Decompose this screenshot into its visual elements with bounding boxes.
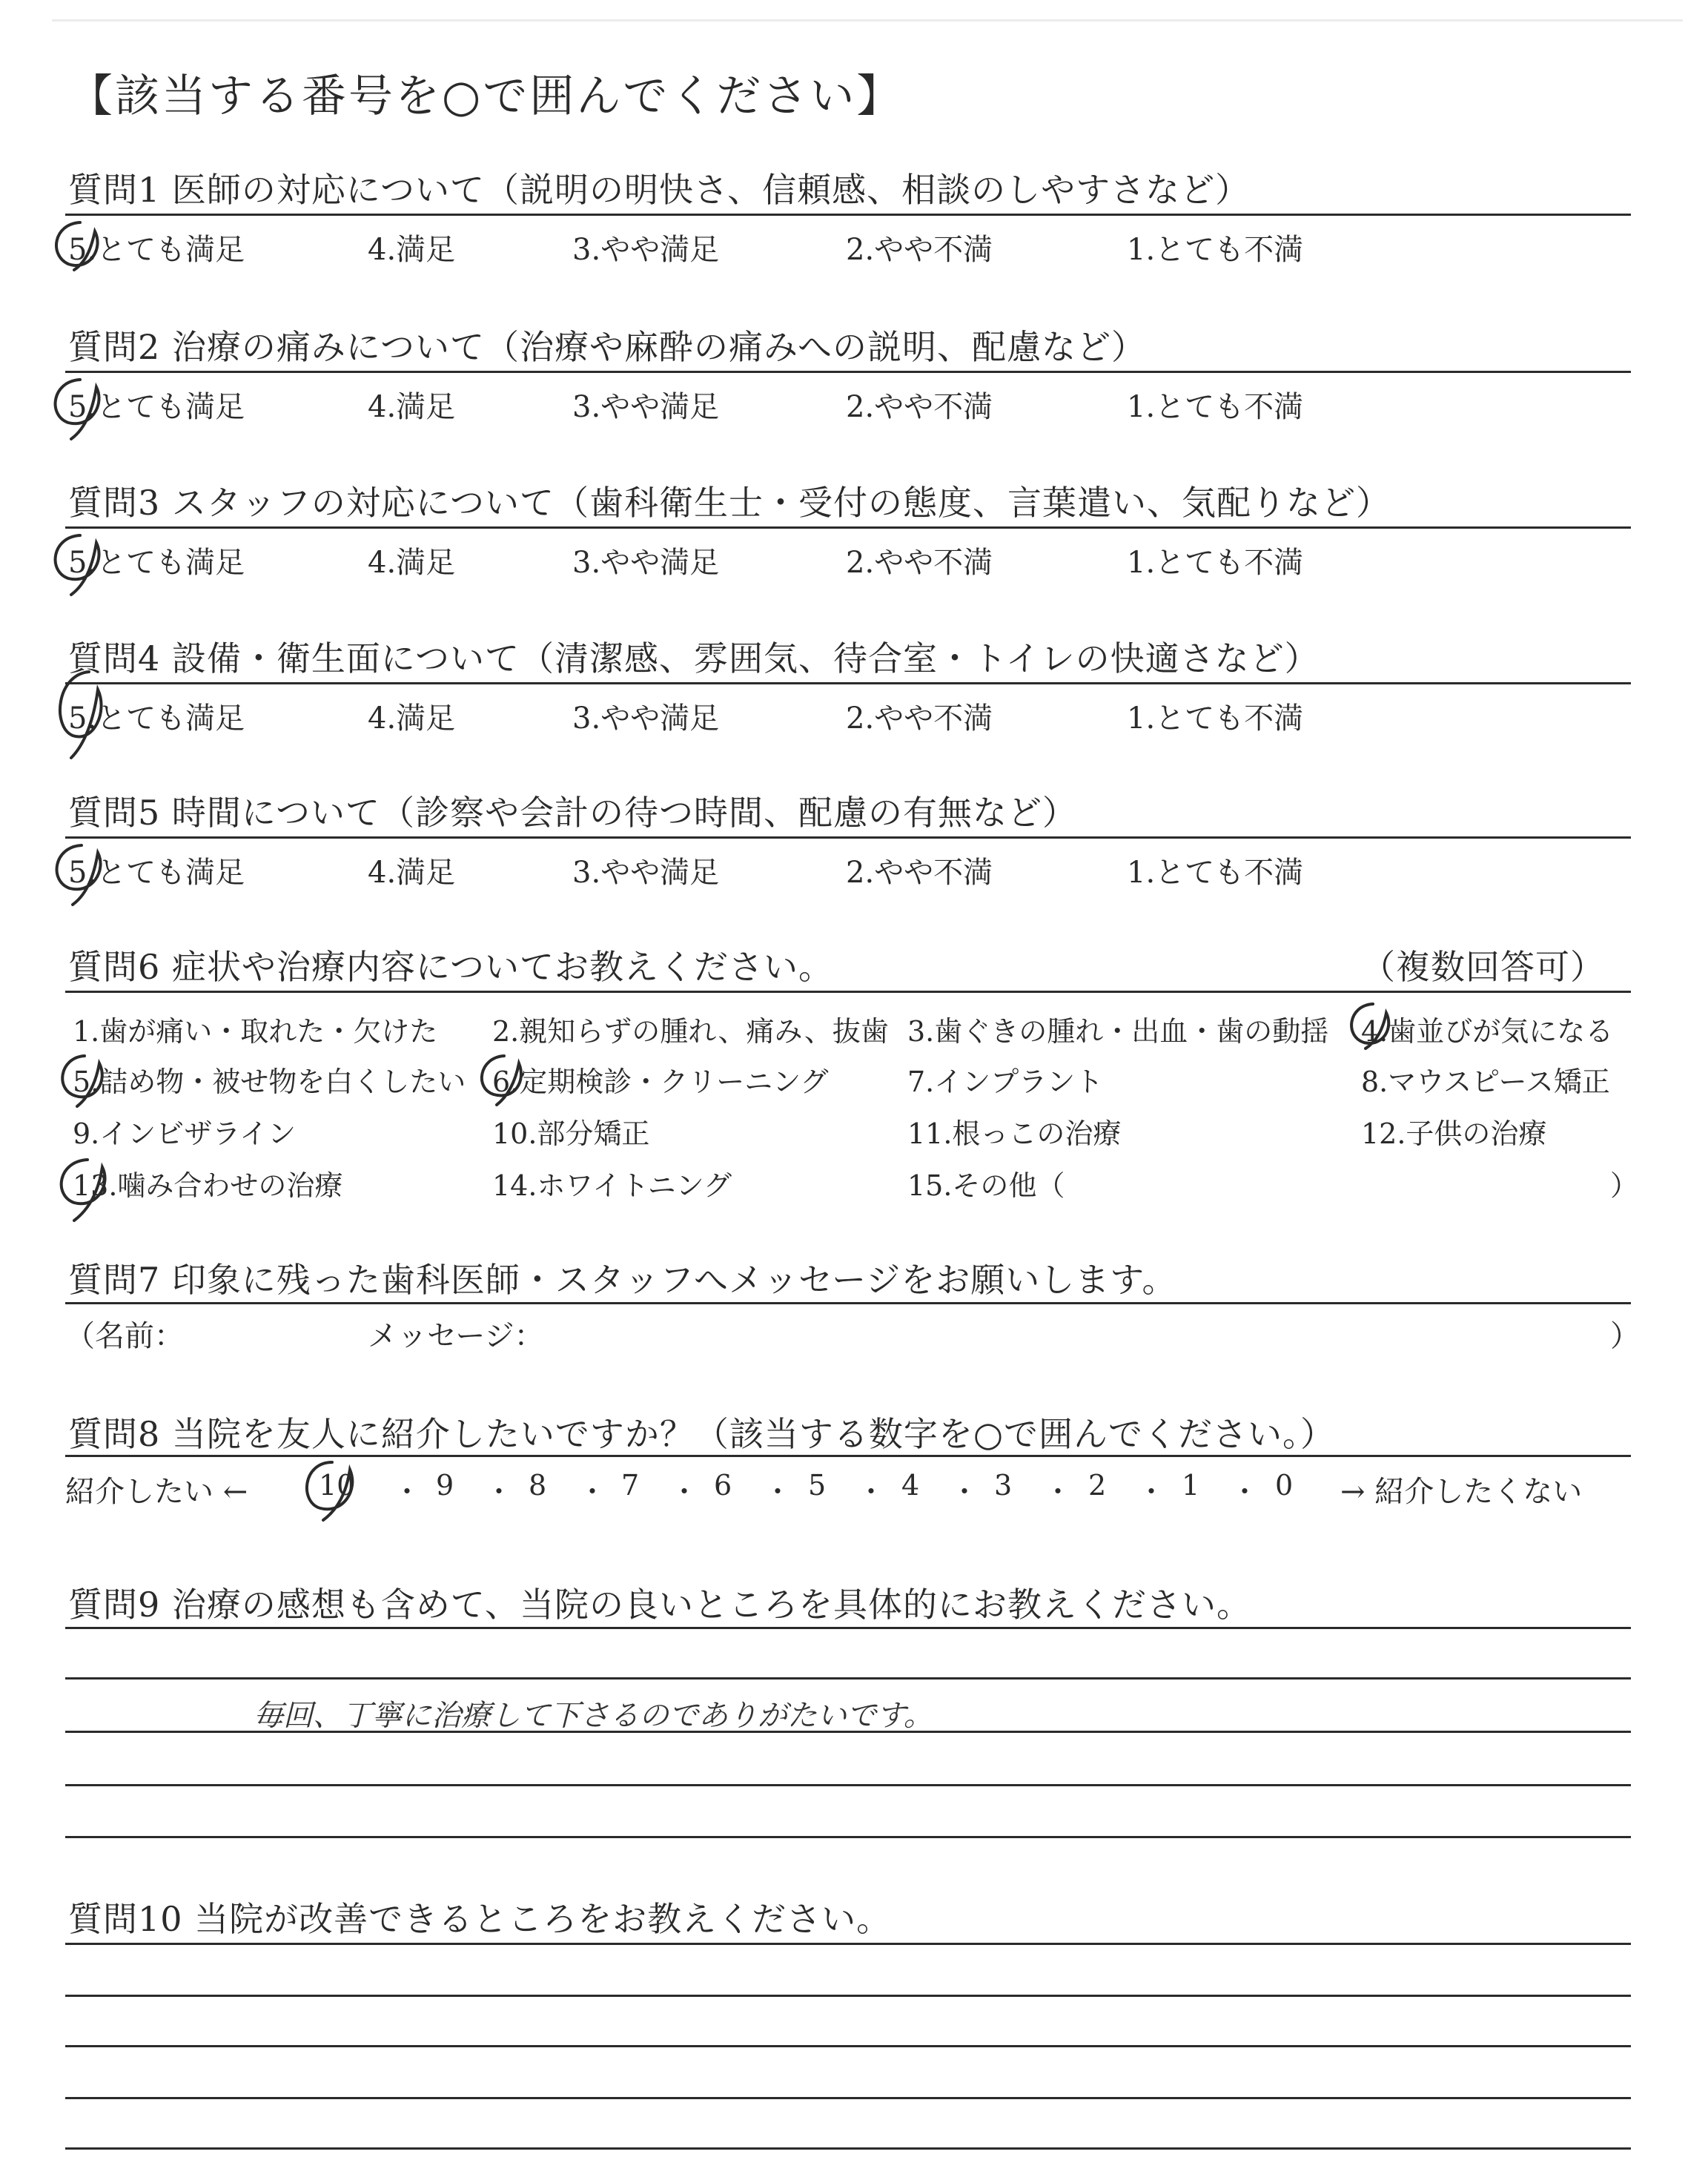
q2-option-5[interactable]: 5.とても満足: [68, 390, 245, 424]
question-4-title: 質問4 設備・衛生面について（清潔感、雰囲気、待合室・トイレの快適さなど）: [68, 638, 1320, 678]
q8-separator: ・: [857, 1476, 886, 1508]
q8-score-2[interactable]: 2: [1088, 1469, 1107, 1502]
q8-separator: ・: [670, 1476, 699, 1508]
q6-option-12[interactable]: 12.子供の治療: [1361, 1117, 1547, 1150]
q8-score-6[interactable]: 6: [714, 1469, 732, 1502]
q3-option-5[interactable]: 5.とても満足: [68, 546, 245, 580]
q8-score-4[interactable]: 4: [901, 1469, 920, 1502]
q8-score-1[interactable]: 1: [1182, 1469, 1200, 1502]
q6-option-6-circle-mark: [482, 1056, 521, 1105]
q8-right-label: → 紹介したくない: [1340, 1475, 1583, 1509]
question-7-title: 質問7 印象に残った歯科医師・スタッフへメッセージをお願いします。: [68, 1260, 1177, 1300]
question-2-title: 質問2 治療の痛みについて（治療や麻酔の痛みへの説明、配慮など）: [68, 327, 1147, 367]
q8-separator: ・: [393, 1476, 422, 1508]
q8-score-9[interactable]: 9: [436, 1469, 454, 1502]
q4-selection-circle-mark: [60, 672, 102, 758]
q6-option-13-circle-mark: [62, 1160, 105, 1221]
q5-selection-circle-mark: [57, 845, 101, 905]
q6-option-3[interactable]: 3.歯ぐきの腫れ・出血・歯の動揺: [907, 1015, 1329, 1048]
q3-option-3[interactable]: 3.やや満足: [572, 546, 720, 580]
q5-option-4[interactable]: 4.満足: [368, 856, 456, 890]
q8-separator: ・: [950, 1476, 979, 1508]
question-1-title: 質問1 医師の対応について（説明の明快さ、信頼感、相談のしやすさなど）: [68, 170, 1251, 210]
question-9-title: 質問9 治療の感想も含めて、当院の良いところを具体的にお教えください。: [68, 1585, 1251, 1625]
form-title: 【該当する番号を○で囲んでください】: [68, 70, 904, 122]
q8-score-8[interactable]: 8: [529, 1469, 547, 1502]
q3-option-1[interactable]: 1.とても不満: [1127, 546, 1304, 580]
q8-score-10[interactable]: 10: [319, 1469, 355, 1502]
q2-selection-circle-mark: [56, 380, 99, 439]
q6-option-7[interactable]: 7.インプラント: [907, 1066, 1104, 1098]
q4-option-4[interactable]: 4.満足: [368, 701, 456, 736]
q6-option-4-circle-mark: [1351, 1004, 1388, 1048]
q8-score-7[interactable]: 7: [621, 1469, 640, 1502]
q1-option-1[interactable]: 1.とても不満: [1127, 233, 1304, 267]
q1-selection-circle-mark: [56, 222, 98, 270]
q5-option-3[interactable]: 3.やや満足: [572, 856, 720, 890]
q6-option-1[interactable]: 1.歯が痛い・取れた・欠けた: [73, 1015, 438, 1048]
q6-other-close-paren: ）: [1610, 1169, 1639, 1202]
q2-option-3[interactable]: 3.やや満足: [572, 390, 720, 424]
q6-option-10[interactable]: 10.部分矯正: [492, 1117, 650, 1150]
q8-separator: ・: [1231, 1476, 1260, 1508]
q7-name-label: （名前：: [65, 1319, 184, 1353]
q6-option-15[interactable]: 15.その他（: [907, 1169, 1065, 1202]
question-6-note: （複数回答可）: [1361, 947, 1605, 987]
q5-option-2[interactable]: 2.やや不満: [846, 856, 993, 890]
q3-option-4[interactable]: 4.満足: [368, 546, 456, 580]
question-3-title: 質問3 スタッフの対応について（歯科衛生士・受付の態度、言葉遣い、気配りなど）: [68, 483, 1391, 523]
question-10-title: 質問10 当院が改善できるところをお教えください。: [68, 1899, 892, 1939]
q6-option-13[interactable]: 13.噛み合わせの治療: [73, 1169, 343, 1202]
q6-option-14[interactable]: 14.ホワイトニング: [492, 1169, 732, 1202]
q8-left-label: 紹介したい ←: [65, 1475, 248, 1509]
q8-score-0[interactable]: 0: [1275, 1469, 1294, 1502]
q8-score-5[interactable]: 5: [808, 1469, 827, 1502]
question-8-title: 質問8 当院を友人に紹介したいですか？（該当する数字を○で囲んでください。）: [68, 1414, 1336, 1454]
q6-option-9[interactable]: 9.インビザライン: [73, 1117, 297, 1150]
q5-option-1[interactable]: 1.とても不満: [1127, 856, 1304, 890]
q1-option-3[interactable]: 3.やや満足: [572, 233, 720, 267]
q9-handwritten-answer[interactable]: 毎回、丁寧に治療して下さるのでありがたいです。: [254, 1699, 933, 1733]
q7-close-paren: ）: [1610, 1319, 1640, 1353]
q2-option-2[interactable]: 2.やや不満: [846, 390, 993, 424]
q1-option-4[interactable]: 4.満足: [368, 233, 456, 267]
q6-option-4[interactable]: 4.歯並びが気になる: [1361, 1015, 1614, 1048]
q6-option-5[interactable]: 5.詰め物・被せ物を白くしたい: [73, 1066, 466, 1098]
q3-option-2[interactable]: 2.やや不満: [846, 546, 993, 580]
q6-option-11[interactable]: 11.根っこの治療: [907, 1117, 1122, 1150]
q6-option-8[interactable]: 8.マウスピース矯正: [1361, 1066, 1610, 1098]
q6-option-6[interactable]: 6.定期検診・クリーニング: [492, 1066, 829, 1098]
q8-score-10-circle-mark: [307, 1462, 355, 1520]
q8-separator: ・: [1137, 1476, 1166, 1508]
q4-option-2[interactable]: 2.やや不満: [846, 701, 993, 736]
q6-option-5-circle-mark: [62, 1056, 102, 1106]
q1-option-2[interactable]: 2.やや不満: [846, 233, 993, 267]
q7-message-label: メッセージ：: [368, 1319, 544, 1353]
q2-option-4[interactable]: 4.満足: [368, 390, 456, 424]
q1-option-5[interactable]: 5.とても満足: [68, 233, 245, 267]
q8-separator: ・: [764, 1476, 792, 1508]
q8-score-3[interactable]: 3: [994, 1469, 1013, 1502]
q4-option-3[interactable]: 3.やや満足: [572, 701, 720, 736]
q4-option-5[interactable]: 5.とても満足: [68, 701, 245, 736]
q3-selection-circle-mark: [56, 535, 99, 595]
q4-option-1[interactable]: 1.とても不満: [1127, 701, 1304, 736]
question-5-title: 質問5 時間について（診察や会計の待つ時間、配慮の有無など）: [68, 793, 1077, 833]
q8-separator: ・: [578, 1476, 607, 1508]
q8-separator: ・: [485, 1476, 514, 1508]
q8-separator: ・: [1044, 1476, 1073, 1508]
q5-option-5[interactable]: 5.とても満足: [68, 856, 245, 890]
q6-option-2[interactable]: 2.親知らずの腫れ、痛み、抜歯: [492, 1015, 889, 1048]
question-6-title: 質問6 症状や治療内容についてお教えください。: [68, 947, 833, 987]
q2-option-1[interactable]: 1.とても不満: [1127, 390, 1304, 424]
